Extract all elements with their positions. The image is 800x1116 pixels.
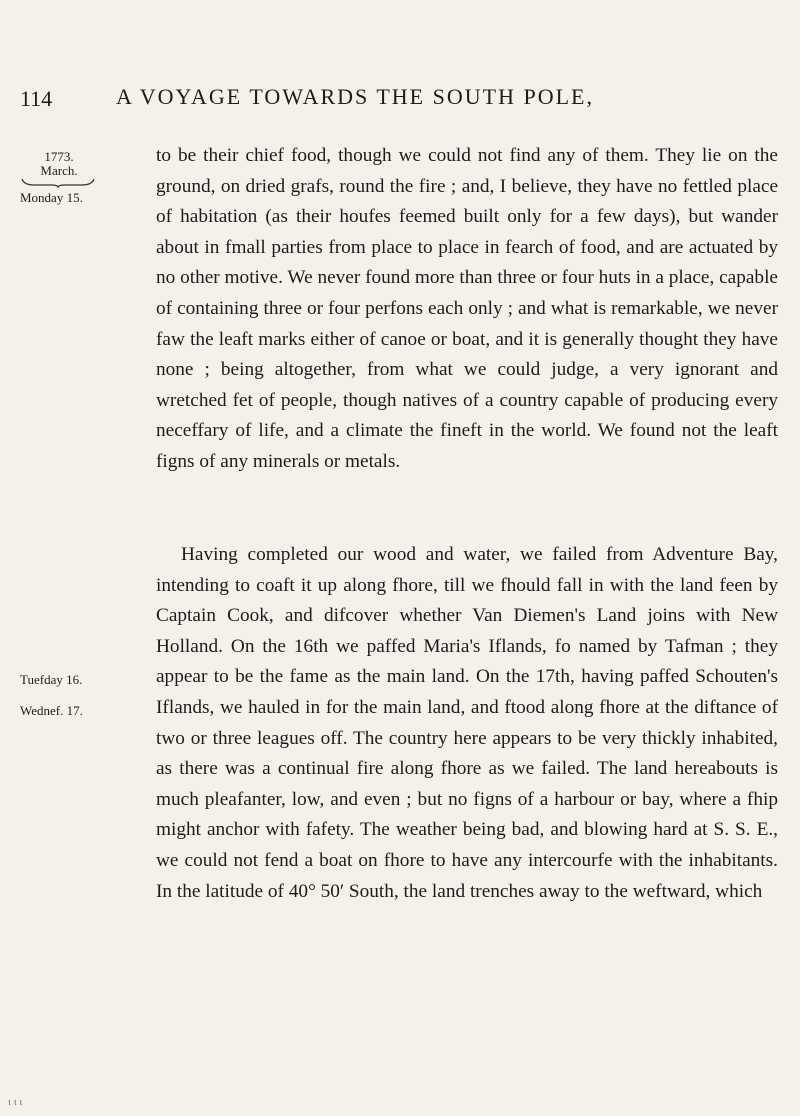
margin-note-wednesday: Wednef. 17. bbox=[20, 703, 83, 718]
margin-note-monday: Monday 15. bbox=[20, 190, 83, 205]
margin-note-tuesday: Tuefday 16. bbox=[20, 672, 83, 687]
paragraph-2 bbox=[156, 540, 778, 907]
margin-month: March. bbox=[40, 163, 78, 178]
running-title: A VOYAGE TOWARDS THE SOUTH POLE, bbox=[116, 84, 594, 109]
page-number: 114 bbox=[20, 86, 53, 111]
margin-year: 1773. bbox=[44, 149, 74, 164]
paragraph-1 bbox=[156, 141, 778, 478]
corner-mark: ι ι ι bbox=[8, 1096, 23, 1108]
paragraph-text: to be their chief food, though we could not find any of them. They lie on the ground, on dried grafs, round the fire ; and, I believe, they have no fettled place of habitation (as their houfes feemed built only for a few days), but wander about in fmall parties from place to place in fearch of food, and are actuated by no other motive. We never found more than three or four huts in a place, capable of containing three or four perfons each only ; and what is remarkable, we never faw the leaft marks either of canoe or boat, and it is generally thought they have none ; being altogether, from what we could judge, a very ignorant and wretched fet of people, though natives of a country capable of producing every neceffary of life, and a climate the fineft in the world. We found not the leaft figns of any minerals or metals. bbox=[156, 145, 778, 472]
margin-brace bbox=[20, 178, 96, 188]
paragraph-text: Having completed our wood and water, we failed from Adventure Bay, intending to coaft it up along fhore, till we fhould fall in with the land feen by Captain Cook, and difcover whether Van Diemen's Land joins with New Holland. On the 16th we paffed Maria's Iflands, fo named by Tafman ; they appear to be the fame as the main land. On the 17th, having paffed Schouten's Iflands, we hauled in for the main land, and ftood along fhore at the diftance of two or three leagues off. The country here appears to be very thickly inhabited, as there was a continual fire along fhore as we failed. The land hereabouts is much pleafanter, low, and even ; but no figns of a harbour or bay, where a fhip might anchor with fafety. The weather being bad, and blowing hard at S. S. E., we could not fend a boat on fhore to have any intercourfe with the inhabitants. In the latitude of 40° 50′ South, the land trenches away to the weftward, which bbox=[156, 544, 778, 902]
